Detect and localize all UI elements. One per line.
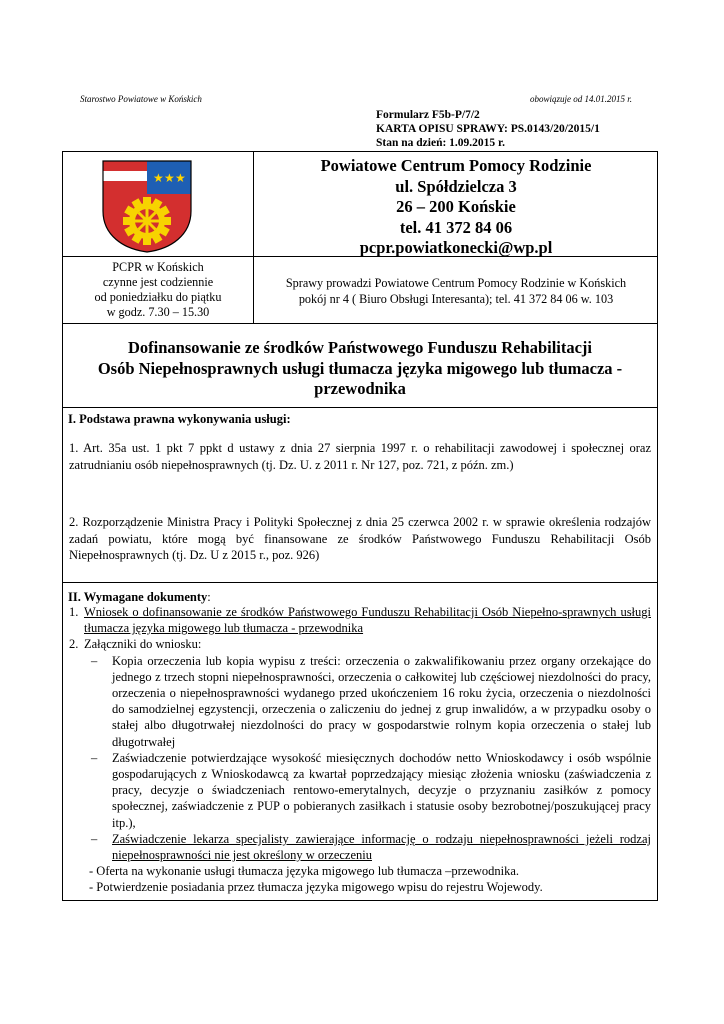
dash-bullet: – [91, 831, 98, 846]
divider [63, 323, 657, 324]
handled-by [253, 275, 659, 307]
institution-info [253, 156, 659, 259]
list-item [69, 636, 651, 652]
list-item [69, 604, 651, 636]
svg-text:★: ★ [175, 171, 186, 185]
attachment-item: Kopia orzeczenia lub kopia wypisu z treści: orzeczenia o zakwalifikowaniu przez organy orzekające do jednego z trzech stopni niepełnosprawności, orzeczenia o całkowitej lub częściowej niezdolności do pracy, orzeczenia o niepełnosprawności wydanego przed ukończeniem 16 roku życia, orzeczenia o niezdolności do samodzielnej egzystencji, orzeczenia o zaliczeniu do jednej z grup inwalidów, a w przypadku osoby o stałej albo długotrwałej niezdolności do pracy w gospodarstwie rolnym kopia orzeczenia o stałej lub długotrwałej [112, 653, 651, 749]
divider [63, 407, 657, 408]
institution-phone: tel. 41 372 84 06 [399, 217, 513, 237]
title-line: przewodnika [314, 379, 406, 398]
list-item [69, 750, 651, 831]
document-frame [62, 151, 658, 901]
institution-street: ul. Spółdzielcza 3 [395, 176, 517, 196]
legal-basis-heading: I. Podstawa prawna wykonywania usługi: [68, 412, 291, 426]
divider [63, 582, 657, 583]
case-card-number: KARTA OPISU SPRAWY: PS.0143/20/2015/1 [376, 123, 600, 135]
coat-of-arms-logo [101, 159, 193, 253]
handled-line: pokój nr 4 ( Biuro Obsługi Interesanta); tel. 41 372 84 06 w. 103 [298, 292, 614, 306]
office-line: w godz. 7.30 – 15.30 [106, 305, 210, 319]
required-documents-title: II. Wymagane dokumenty [68, 590, 208, 604]
attachment-item: Zaświadczenie potwierdzające wysokość miesięcznych dochodów netto Wnioskodawcy i osób wspólnie gospodarujących z Wnioskodawcą za kwartał poprzedzający miesiąc złożenia wniosku (zaświadczenia z pracy, decyzje o świadczeniach rentowo-emerytalnych, decyzje o przyznaniu zasiłków z pomocy społecznej, zaświadczenie z PUP o pobieranych zasiłkach i statusie osoby bezrobotnej/poszukującej pracy itp.), [112, 750, 651, 830]
svg-text:★: ★ [153, 171, 164, 185]
status-date: Stan na dzień: 1.09.2015 r. [376, 137, 505, 149]
list-item [69, 831, 651, 863]
application-form-link[interactable]: Wniosek o dofinansowanie ze środków Państwowego Funduszu Rehabilitacji Osób Niepełno-sprawnych usługi tłumacza języka migowego lub tłumacza - przewodnika [84, 605, 651, 636]
required-documents-list [69, 604, 651, 896]
required-documents-heading [68, 590, 211, 605]
handled-line: Sprawy prowadzi Powiatowe Centrum Pomocy Rodzinie w Końskich [285, 276, 627, 290]
header-issuer: Starostwo Powiatowe w Końskich [80, 94, 202, 104]
office-hours [63, 260, 253, 320]
office-line: od poniedziałku do piątku [94, 290, 222, 304]
institution-city: 26 – 200 Końskie [396, 197, 516, 216]
list-item: - Oferta na wykonanie usługi tłumacza języka migowego lub tłumacza –przewodnika. [89, 864, 520, 879]
form-number: Formularz F5b-P/7/2 [376, 109, 480, 121]
institution-name: Powiatowe Centrum Pomocy Rodzinie [320, 156, 592, 175]
list-item [69, 653, 651, 750]
title-line: Dofinansowanie ze środków Państwowego Funduszu Rehabilitacji [127, 338, 593, 357]
office-line: czynne jest codziennie [102, 275, 214, 289]
dash-bullet: – [91, 653, 98, 668]
legal-basis-item-1: 1. Art. 35a ust. 1 pkt 7 ppkt d ustawy z dnia 27 sierpnia 1997 r. o rehabilitacji zawodowej i społecznej oraz zatrudnianiu osób niepełnosprawnych (tj. Dz. U. z 2011 r. Nr 127, poz. 721, z późn. zm.) [69, 441, 651, 472]
dash-bullet: – [91, 750, 98, 765]
list-number: 1. [69, 605, 79, 619]
attachments-label: Załączniki do wniosku: [84, 637, 202, 652]
office-line: PCPR w Końskich [112, 260, 204, 274]
list-number: 2. [69, 637, 79, 652]
form-info [376, 108, 600, 150]
svg-text:★: ★ [164, 171, 175, 185]
header-validity: obowiązuje od 14.01.2015 r. [529, 94, 632, 104]
legal-basis-item-2: 2. Rozporządzenie Ministra Pracy i Polityki Społecznej z dnia 25 czerwca 2002 r. w sprawie określenia rodzajów zadań powiatu, które mogą być finansowane ze środków Państwowego Funduszu Rehabilitacji Osób Niepełnosprawnych (tj. Dz. U z 2015 r., poz. 926) [69, 515, 651, 562]
title-line: Osób Niepełnosprawnych usługi tłumacza języka migowego lub tłumacza - [97, 358, 623, 378]
heading-colon: : [207, 590, 211, 604]
institution-email[interactable]: pcpr.powiatkonecki@wp.pl [359, 238, 553, 257]
service-title [71, 338, 649, 400]
attachment-item-link[interactable]: Zaświadczenie lekarza specjalisty zawierające informację o rodzaju niepełnosprawności jeżeli rodzaj niepełnosprawności nie jest określony w orzeczeniu [112, 831, 651, 863]
list-item: - Potwierdzenie posiadania przez tłumacza języka migowego wpisu do rejestru Wojewody. [89, 880, 543, 895]
